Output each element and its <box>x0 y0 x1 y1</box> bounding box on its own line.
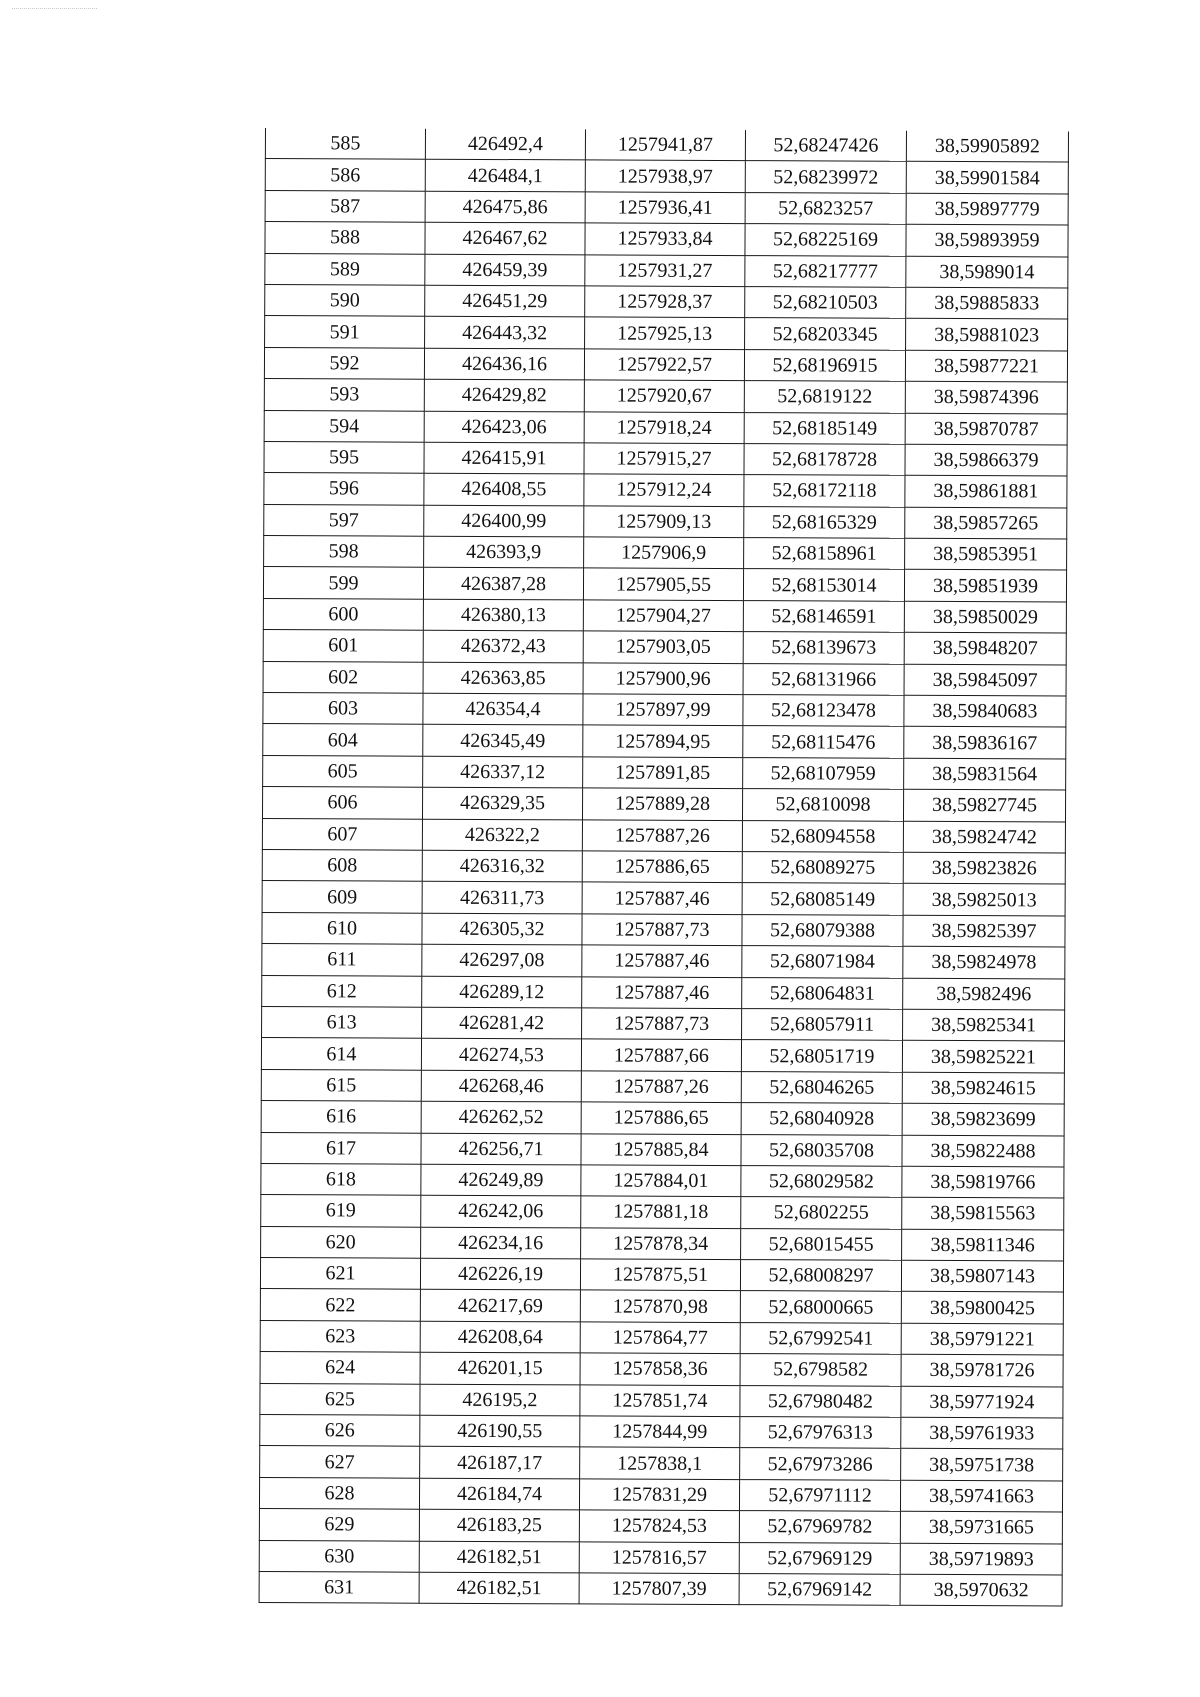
x-coordinate-cell: 426208,64 <box>420 1321 580 1353</box>
y-coordinate-cell: 1257881,18 <box>581 1196 741 1228</box>
point-number-cell: 614 <box>261 1038 421 1070</box>
table-row <box>265 190 1068 225</box>
longitude-cell: 38,59866379 <box>905 444 1067 476</box>
point-number-cell: 622 <box>260 1289 420 1321</box>
y-coordinate-cell: 1257941,87 <box>585 129 745 161</box>
x-coordinate-cell: 426451,29 <box>425 285 585 317</box>
point-number-cell: 617 <box>261 1132 421 1164</box>
x-coordinate-cell: 426184,74 <box>419 1478 579 1510</box>
point-number-cell: 619 <box>261 1195 421 1227</box>
y-coordinate-cell: 1257831,29 <box>579 1479 739 1511</box>
latitude-cell: 52,68158961 <box>744 538 905 570</box>
table-row <box>264 504 1067 539</box>
latitude-cell: 52,67969782 <box>739 1511 900 1543</box>
latitude-cell: 52,68239972 <box>745 161 906 193</box>
longitude-cell: 38,59848207 <box>904 633 1066 665</box>
x-coordinate-cell: 426311,73 <box>422 882 582 914</box>
x-coordinate-cell: 426423,06 <box>424 411 584 443</box>
scan-artifact <box>12 8 97 11</box>
latitude-cell: 52,68040928 <box>741 1103 902 1135</box>
latitude-cell: 52,6823257 <box>745 192 906 224</box>
y-coordinate-cell: 1257903,05 <box>583 631 743 663</box>
longitude-cell: 38,59905892 <box>906 131 1068 163</box>
y-coordinate-cell: 1257887,46 <box>582 882 742 914</box>
y-coordinate-cell: 1257887,66 <box>581 1039 741 1071</box>
x-coordinate-cell: 426337,12 <box>423 756 583 788</box>
y-coordinate-cell: 1257864,77 <box>580 1322 740 1354</box>
longitude-cell: 38,59901584 <box>906 162 1068 194</box>
y-coordinate-cell: 1257931,27 <box>585 254 745 286</box>
x-coordinate-cell: 426297,08 <box>422 944 582 976</box>
table-row <box>264 473 1067 508</box>
table-row <box>259 1477 1062 1512</box>
longitude-cell: 38,59807143 <box>901 1260 1063 1292</box>
table-body <box>259 128 1068 1606</box>
y-coordinate-cell: 1257816,57 <box>579 1541 739 1573</box>
point-number-cell: 592 <box>264 347 424 379</box>
y-coordinate-cell: 1257928,37 <box>585 286 745 318</box>
point-number-cell: 607 <box>262 818 422 850</box>
x-coordinate-cell: 426345,49 <box>423 725 583 757</box>
latitude-cell: 52,68029582 <box>741 1165 902 1197</box>
y-coordinate-cell: 1257900,96 <box>583 663 743 695</box>
point-number-cell: 594 <box>264 410 424 442</box>
table-row <box>260 1415 1063 1450</box>
table-row <box>261 1132 1064 1167</box>
table-row <box>262 975 1065 1010</box>
y-coordinate-cell: 1257936,41 <box>585 192 745 224</box>
longitude-cell: 38,59751738 <box>901 1449 1063 1481</box>
point-number-cell: 589 <box>265 253 425 285</box>
longitude-cell: 38,59823699 <box>902 1103 1064 1135</box>
longitude-cell: 38,59823826 <box>903 852 1065 884</box>
longitude-cell: 38,59822488 <box>902 1135 1064 1167</box>
point-number-cell: 598 <box>264 536 424 568</box>
x-coordinate-cell: 426242,06 <box>421 1195 581 1227</box>
latitude-cell: 52,6798582 <box>740 1354 901 1386</box>
table-row <box>262 881 1065 916</box>
point-number-cell: 626 <box>260 1415 420 1447</box>
table-row <box>263 598 1066 633</box>
latitude-cell: 52,68139673 <box>743 632 904 664</box>
table-row <box>264 379 1067 414</box>
longitude-cell: 38,5982496 <box>903 978 1065 1010</box>
x-coordinate-cell: 426354,4 <box>423 693 583 725</box>
longitude-cell: 38,59824742 <box>903 821 1065 853</box>
y-coordinate-cell: 1257858,36 <box>580 1353 740 1385</box>
y-coordinate-cell: 1257922,57 <box>584 349 744 381</box>
table-row <box>262 818 1065 853</box>
point-number-cell: 599 <box>263 567 423 599</box>
x-coordinate-cell: 426467,62 <box>425 222 585 254</box>
x-coordinate-cell: 426316,32 <box>422 850 582 882</box>
x-coordinate-cell: 426281,42 <box>422 1007 582 1039</box>
latitude-cell: 52,68008297 <box>740 1260 901 1292</box>
latitude-cell: 52,68247426 <box>745 130 906 162</box>
y-coordinate-cell: 1257918,24 <box>584 411 744 443</box>
point-number-cell: 602 <box>263 661 423 693</box>
y-coordinate-cell: 1257824,53 <box>579 1510 739 1542</box>
x-coordinate-cell: 426305,32 <box>422 913 582 945</box>
point-number-cell: 611 <box>262 944 422 976</box>
table-row <box>265 128 1068 162</box>
y-coordinate-cell: 1257887,73 <box>582 1008 742 1040</box>
point-number-cell: 595 <box>264 441 424 473</box>
longitude-cell: 38,59861881 <box>905 476 1067 508</box>
y-coordinate-cell: 1257875,51 <box>580 1259 740 1291</box>
x-coordinate-cell: 426459,39 <box>425 254 585 286</box>
point-number-cell: 621 <box>260 1258 420 1290</box>
point-number-cell: 586 <box>265 159 425 191</box>
table-row <box>259 1540 1062 1575</box>
table-row <box>259 1509 1062 1544</box>
latitude-cell: 52,6819122 <box>744 381 905 413</box>
y-coordinate-cell: 1257886,65 <box>582 851 742 883</box>
longitude-cell: 38,59853951 <box>905 538 1067 570</box>
longitude-cell: 38,5970632 <box>900 1574 1062 1606</box>
x-coordinate-cell: 426217,69 <box>420 1290 580 1322</box>
longitude-cell: 38,59827745 <box>903 789 1065 821</box>
point-number-cell: 605 <box>263 755 423 787</box>
x-coordinate-cell: 426429,82 <box>424 379 584 411</box>
table-row <box>264 536 1067 571</box>
longitude-cell: 38,59893959 <box>906 224 1068 256</box>
latitude-cell: 52,68089275 <box>742 852 903 884</box>
table-row <box>261 1226 1064 1261</box>
point-number-cell: 604 <box>263 724 423 756</box>
y-coordinate-cell: 1257938,97 <box>585 160 745 192</box>
latitude-cell: 52,6802255 <box>741 1197 902 1229</box>
table-row <box>262 912 1065 947</box>
latitude-cell: 52,68131966 <box>743 663 904 695</box>
point-number-cell: 616 <box>261 1101 421 1133</box>
latitude-cell: 52,68079388 <box>742 914 903 946</box>
point-number-cell: 600 <box>263 598 423 630</box>
y-coordinate-cell: 1257838,1 <box>580 1447 740 1479</box>
y-coordinate-cell: 1257920,67 <box>584 380 744 412</box>
longitude-cell: 38,59811346 <box>902 1229 1064 1261</box>
point-number-cell: 587 <box>265 190 425 222</box>
y-coordinate-cell: 1257915,27 <box>584 443 744 475</box>
table-row <box>260 1383 1063 1418</box>
table-row <box>264 347 1067 382</box>
longitude-cell: 38,5989014 <box>906 256 1068 288</box>
point-number-cell: 585 <box>265 128 425 160</box>
latitude-cell: 52,68051719 <box>741 1040 902 1072</box>
table-row <box>265 222 1068 257</box>
point-number-cell: 593 <box>264 379 424 411</box>
point-number-cell: 629 <box>259 1509 419 1541</box>
x-coordinate-cell: 426190,55 <box>420 1415 580 1447</box>
longitude-cell: 38,59791221 <box>901 1323 1063 1355</box>
latitude-cell: 52,68015455 <box>741 1228 902 1260</box>
x-coordinate-cell: 426234,16 <box>421 1227 581 1259</box>
x-coordinate-cell: 426492,4 <box>425 129 585 161</box>
longitude-cell: 38,59845097 <box>904 664 1066 696</box>
point-number-cell: 606 <box>262 787 422 819</box>
point-number-cell: 601 <box>263 630 423 662</box>
latitude-cell: 52,68146591 <box>743 600 904 632</box>
x-coordinate-cell: 426195,2 <box>420 1384 580 1416</box>
table-row <box>265 316 1068 351</box>
x-coordinate-cell: 426262,52 <box>421 1101 581 1133</box>
longitude-cell: 38,59850029 <box>904 601 1066 633</box>
x-coordinate-cell: 426400,99 <box>424 505 584 537</box>
table-row <box>261 1038 1064 1073</box>
longitude-cell: 38,59825341 <box>903 1009 1065 1041</box>
latitude-cell: 52,68225169 <box>745 224 906 256</box>
longitude-cell: 38,59851939 <box>904 570 1066 602</box>
latitude-cell: 52,68115476 <box>743 726 904 758</box>
table-row <box>265 159 1068 194</box>
y-coordinate-cell: 1257807,39 <box>579 1573 739 1605</box>
latitude-cell: 52,67971112 <box>739 1479 900 1511</box>
latitude-cell: 52,68178728 <box>744 443 905 475</box>
longitude-cell: 38,59800425 <box>901 1292 1063 1324</box>
latitude-cell: 52,68064831 <box>742 977 903 1009</box>
point-number-cell: 627 <box>260 1446 420 1478</box>
latitude-cell: 52,67980482 <box>740 1385 901 1417</box>
table-row <box>260 1352 1063 1387</box>
latitude-cell: 52,68217777 <box>745 255 906 287</box>
longitude-cell: 38,59719893 <box>900 1543 1062 1575</box>
table-row <box>260 1289 1063 1324</box>
table-row <box>264 441 1067 476</box>
longitude-cell: 38,59741663 <box>900 1480 1062 1512</box>
y-coordinate-cell: 1257909,13 <box>584 506 744 538</box>
x-coordinate-cell: 426387,28 <box>423 568 583 600</box>
x-coordinate-cell: 426372,43 <box>423 630 583 662</box>
point-number-cell: 591 <box>265 316 425 348</box>
y-coordinate-cell: 1257885,84 <box>581 1133 741 1165</box>
point-number-cell: 597 <box>264 504 424 536</box>
longitude-cell: 38,59825397 <box>903 915 1065 947</box>
x-coordinate-cell: 426256,71 <box>421 1133 581 1165</box>
x-coordinate-cell: 426484,1 <box>425 160 585 192</box>
table-row <box>265 253 1068 288</box>
point-number-cell: 608 <box>262 849 422 881</box>
table-row <box>260 1320 1063 1355</box>
x-coordinate-cell: 426393,9 <box>424 536 584 568</box>
x-coordinate-cell: 426380,13 <box>423 599 583 631</box>
latitude-cell: 52,68094558 <box>742 820 903 852</box>
y-coordinate-cell: 1257906,9 <box>584 537 744 569</box>
longitude-cell: 38,59836167 <box>904 727 1066 759</box>
longitude-cell: 38,59815563 <box>902 1198 1064 1230</box>
table-row <box>261 1069 1064 1104</box>
table-row <box>262 849 1065 884</box>
latitude-cell: 52,68185149 <box>744 412 905 444</box>
longitude-cell: 38,59825221 <box>902 1041 1064 1073</box>
longitude-cell: 38,59840683 <box>904 695 1066 727</box>
latitude-cell: 52,68107959 <box>743 757 904 789</box>
table-row <box>265 284 1068 319</box>
y-coordinate-cell: 1257894,95 <box>583 725 743 757</box>
x-coordinate-cell: 426187,17 <box>420 1447 580 1479</box>
point-number-cell: 615 <box>261 1069 421 1101</box>
table-row <box>262 1006 1065 1041</box>
x-coordinate-cell: 426322,2 <box>422 819 582 851</box>
longitude-cell: 38,59874396 <box>905 381 1067 413</box>
point-number-cell: 620 <box>261 1226 421 1258</box>
point-number-cell: 603 <box>263 693 423 725</box>
latitude-cell: 52,68196915 <box>744 349 905 381</box>
x-coordinate-cell: 426475,86 <box>425 191 585 223</box>
y-coordinate-cell: 1257884,01 <box>581 1165 741 1197</box>
point-number-cell: 624 <box>260 1352 420 1384</box>
x-coordinate-cell: 426363,85 <box>423 662 583 694</box>
y-coordinate-cell: 1257887,26 <box>582 819 742 851</box>
point-number-cell: 590 <box>265 284 425 316</box>
y-coordinate-cell: 1257887,46 <box>582 976 742 1008</box>
point-number-cell: 628 <box>259 1477 419 1509</box>
longitude-cell: 38,59831564 <box>904 758 1066 790</box>
table-row <box>263 630 1066 665</box>
point-number-cell: 596 <box>264 473 424 505</box>
latitude-cell: 52,6810098 <box>742 789 903 821</box>
x-coordinate-cell: 426274,53 <box>421 1039 581 1071</box>
longitude-cell: 38,59824978 <box>903 946 1065 978</box>
y-coordinate-cell: 1257904,27 <box>583 600 743 632</box>
latitude-cell: 52,68035708 <box>741 1134 902 1166</box>
x-coordinate-cell: 426443,32 <box>425 317 585 349</box>
y-coordinate-cell: 1257851,74 <box>580 1385 740 1417</box>
latitude-cell: 52,67973286 <box>740 1448 901 1480</box>
longitude-cell: 38,59897779 <box>906 193 1068 225</box>
y-coordinate-cell: 1257887,46 <box>582 945 742 977</box>
latitude-cell: 52,67969129 <box>739 1542 900 1574</box>
longitude-cell: 38,59731665 <box>900 1511 1062 1543</box>
point-number-cell: 625 <box>260 1383 420 1415</box>
table-row <box>263 724 1066 759</box>
x-coordinate-cell: 426268,46 <box>421 1070 581 1102</box>
latitude-cell: 52,68123478 <box>743 695 904 727</box>
point-number-cell: 612 <box>262 975 422 1007</box>
latitude-cell: 52,67969142 <box>739 1574 900 1606</box>
y-coordinate-cell: 1257887,26 <box>581 1071 741 1103</box>
x-coordinate-cell: 426249,89 <box>421 1164 581 1196</box>
table-row <box>261 1163 1064 1198</box>
y-coordinate-cell: 1257905,55 <box>583 568 743 600</box>
point-number-cell: 623 <box>260 1320 420 1352</box>
x-coordinate-cell: 426289,12 <box>422 976 582 1008</box>
longitude-cell: 38,59761933 <box>901 1417 1063 1449</box>
latitude-cell: 52,67976313 <box>740 1417 901 1449</box>
table-row <box>259 1571 1062 1606</box>
coordinates-table <box>259 128 1069 1607</box>
point-number-cell: 609 <box>262 881 422 913</box>
longitude-cell: 38,59824615 <box>902 1072 1064 1104</box>
y-coordinate-cell: 1257897,99 <box>583 694 743 726</box>
x-coordinate-cell: 426226,19 <box>420 1258 580 1290</box>
longitude-cell: 38,59857265 <box>905 507 1067 539</box>
table-row <box>263 755 1066 790</box>
point-number-cell: 588 <box>265 222 425 254</box>
x-coordinate-cell: 426415,91 <box>424 442 584 474</box>
longitude-cell: 38,59825013 <box>903 884 1065 916</box>
x-coordinate-cell: 426183,25 <box>419 1509 579 1541</box>
longitude-cell: 38,59771924 <box>901 1386 1063 1418</box>
table-row <box>264 410 1067 445</box>
latitude-cell: 52,68071984 <box>742 946 903 978</box>
longitude-cell: 38,59819766 <box>902 1166 1064 1198</box>
latitude-cell: 52,68153014 <box>743 569 904 601</box>
latitude-cell: 52,68000665 <box>740 1291 901 1323</box>
x-coordinate-cell: 426182,51 <box>419 1572 579 1604</box>
y-coordinate-cell: 1257933,84 <box>585 223 745 255</box>
y-coordinate-cell: 1257886,65 <box>581 1102 741 1134</box>
x-coordinate-cell: 426182,51 <box>419 1541 579 1573</box>
latitude-cell: 52,68172118 <box>744 475 905 507</box>
table-row <box>263 661 1066 696</box>
latitude-cell: 52,68057911 <box>742 1009 903 1041</box>
point-number-cell: 610 <box>262 912 422 944</box>
x-coordinate-cell: 426436,16 <box>424 348 584 380</box>
point-number-cell: 613 <box>262 1006 422 1038</box>
table-row <box>262 787 1065 822</box>
longitude-cell: 38,59885833 <box>906 287 1068 319</box>
table-row <box>263 567 1066 602</box>
latitude-cell: 52,68210503 <box>745 287 906 319</box>
table-row <box>261 1195 1064 1230</box>
y-coordinate-cell: 1257891,85 <box>583 757 743 789</box>
coordinates-table-container <box>265 128 1068 1603</box>
table-row <box>263 693 1066 728</box>
y-coordinate-cell: 1257889,28 <box>582 788 742 820</box>
y-coordinate-cell: 1257912,24 <box>584 474 744 506</box>
table-row <box>260 1258 1063 1293</box>
y-coordinate-cell: 1257887,73 <box>582 914 742 946</box>
y-coordinate-cell: 1257878,34 <box>581 1228 741 1260</box>
latitude-cell: 52,68203345 <box>745 318 906 350</box>
y-coordinate-cell: 1257844,99 <box>580 1416 740 1448</box>
table-row <box>261 1101 1064 1136</box>
latitude-cell: 52,68085149 <box>742 883 903 915</box>
x-coordinate-cell: 426329,35 <box>422 787 582 819</box>
point-number-cell: 631 <box>259 1571 419 1603</box>
longitude-cell: 38,59881023 <box>906 319 1068 351</box>
longitude-cell: 38,59877221 <box>905 350 1067 382</box>
longitude-cell: 38,59781726 <box>901 1355 1063 1387</box>
longitude-cell: 38,59870787 <box>905 413 1067 445</box>
point-number-cell: 630 <box>259 1540 419 1572</box>
table-row <box>260 1446 1063 1481</box>
y-coordinate-cell: 1257925,13 <box>585 317 745 349</box>
x-coordinate-cell: 426408,55 <box>424 473 584 505</box>
y-coordinate-cell: 1257870,98 <box>580 1290 740 1322</box>
x-coordinate-cell: 426201,15 <box>420 1352 580 1384</box>
latitude-cell: 52,68165329 <box>744 506 905 538</box>
latitude-cell: 52,68046265 <box>741 1071 902 1103</box>
table-row <box>262 944 1065 979</box>
latitude-cell: 52,67992541 <box>740 1322 901 1354</box>
point-number-cell: 618 <box>261 1163 421 1195</box>
